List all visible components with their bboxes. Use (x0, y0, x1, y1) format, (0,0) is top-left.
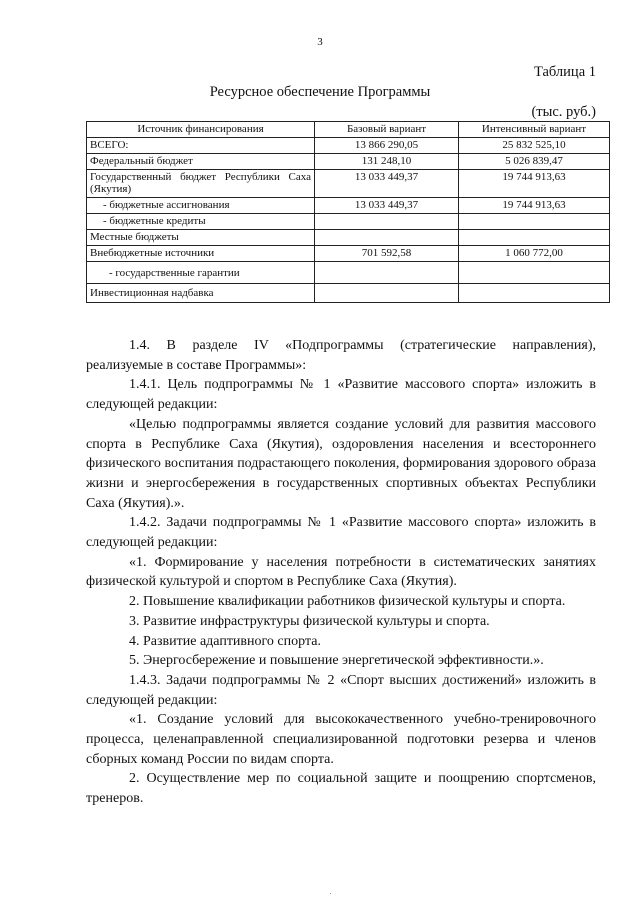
table-unit: (тыс. руб.) (531, 104, 596, 120)
body-text (86, 336, 596, 809)
paragraph: «1. Создание условий для высококачественного учебно-тренировочного процесса, целенаправленной специализированной подготовки резерва и членов сборных команд России по видам спорта. (86, 712, 596, 767)
scan-speck (330, 893, 331, 894)
table-header-row (87, 122, 610, 138)
cell-source: - государственные гарантии (87, 262, 315, 284)
cell-intensive (459, 262, 610, 284)
header-intensive: Интенсивный вариант (459, 122, 610, 138)
cell-base (315, 284, 459, 303)
table-row (87, 230, 610, 246)
cell-base: 13 866 290,05 (315, 138, 459, 154)
cell-base: 13 033 449,37 (315, 198, 459, 214)
paragraph: 1.4.1. Цель подпрограммы № 1 «Развитие массового спорта» изложить в следующей редакции: (86, 377, 596, 413)
table-row (87, 284, 610, 303)
cell-base: 13 033 449,37 (315, 170, 459, 198)
cell-base (315, 262, 459, 284)
cell-intensive (459, 214, 610, 230)
cell-intensive: 25 832 525,10 (459, 138, 610, 154)
cell-base (315, 230, 459, 246)
cell-source: Федеральный бюджет (87, 154, 315, 170)
page-number: 3 (317, 36, 323, 48)
table-row (87, 214, 610, 230)
cell-base: 701 592,58 (315, 246, 459, 262)
cell-intensive (459, 284, 610, 303)
table-row (87, 262, 610, 284)
paragraph: 1.4.2. Задачи подпрограммы № 1 «Развитие массового спорта» изложить в следующей редакции: (86, 515, 596, 551)
paragraph: «Целью подпрограммы является создание условий для развития массового спорта в Республике Саха (Якутия), оздоровления населения и всестороннего физического воспитания подрастающего поколения, формирования здорового образа жизни и энергосбережения в государственных спортивных объектах Республики Саха (Якутия).». (86, 416, 596, 511)
cell-source: Государственный бюджет Республики Саха (Якутия) (87, 170, 315, 198)
cell-intensive: 5 026 839,47 (459, 154, 610, 170)
paragraph: 3. Развитие инфраструктуры физической культуры и спорта. (129, 613, 490, 629)
paragraph: 2. Повышение квалификации работников физической культуры и спорта. (129, 594, 566, 610)
table-row (87, 138, 610, 154)
paragraph: 2. Осуществление мер по социальной защите и поощрению спортсменов, тренеров. (86, 771, 596, 807)
cell-base (315, 214, 459, 230)
table-title: Ресурсное обеспечение Программы (209, 84, 431, 100)
paragraph: 5. Энергосбережение и повышение энергетической эффективности.». (129, 653, 544, 669)
cell-source: - бюджетные кредиты (87, 214, 315, 230)
table-row (87, 170, 610, 198)
cell-base: 131 248,10 (315, 154, 459, 170)
resources-table (86, 121, 610, 303)
cell-source: Местные бюджеты (87, 230, 315, 246)
cell-source: Внебюджетные источники (87, 246, 315, 262)
table-row (87, 154, 610, 170)
header-base: Базовый вариант (315, 122, 459, 138)
table-row (87, 198, 610, 214)
table-label: Таблица 1 (533, 64, 596, 80)
cell-intensive: 19 744 913,63 (459, 198, 610, 214)
table-row (87, 246, 610, 262)
cell-source: ВСЕГО: (87, 138, 315, 154)
cell-intensive (459, 230, 610, 246)
cell-intensive: 1 060 772,00 (459, 246, 610, 262)
cell-source: Инвестиционная надбавка (87, 284, 315, 303)
header-source: Источник финансирования (87, 122, 315, 138)
paragraph: 1.4. В разделе IV «Подпрограммы (стратегические направления), реализуемые в составе Программы»: (86, 338, 596, 373)
paragraph: «1. Формирование у населения потребности в систематических занятиях физической культурой и спортом в Республике Саха (Якутия). (86, 554, 596, 590)
cell-intensive: 19 744 913,63 (459, 170, 610, 198)
paragraph: 1.4.3. Задачи подпрограммы № 2 «Спорт высших достижений» изложить в следующей редакции: (86, 672, 596, 708)
cell-source: - бюджетные ассигнования (87, 198, 315, 214)
paragraph: 4. Развитие адаптивного спорта. (129, 633, 321, 649)
